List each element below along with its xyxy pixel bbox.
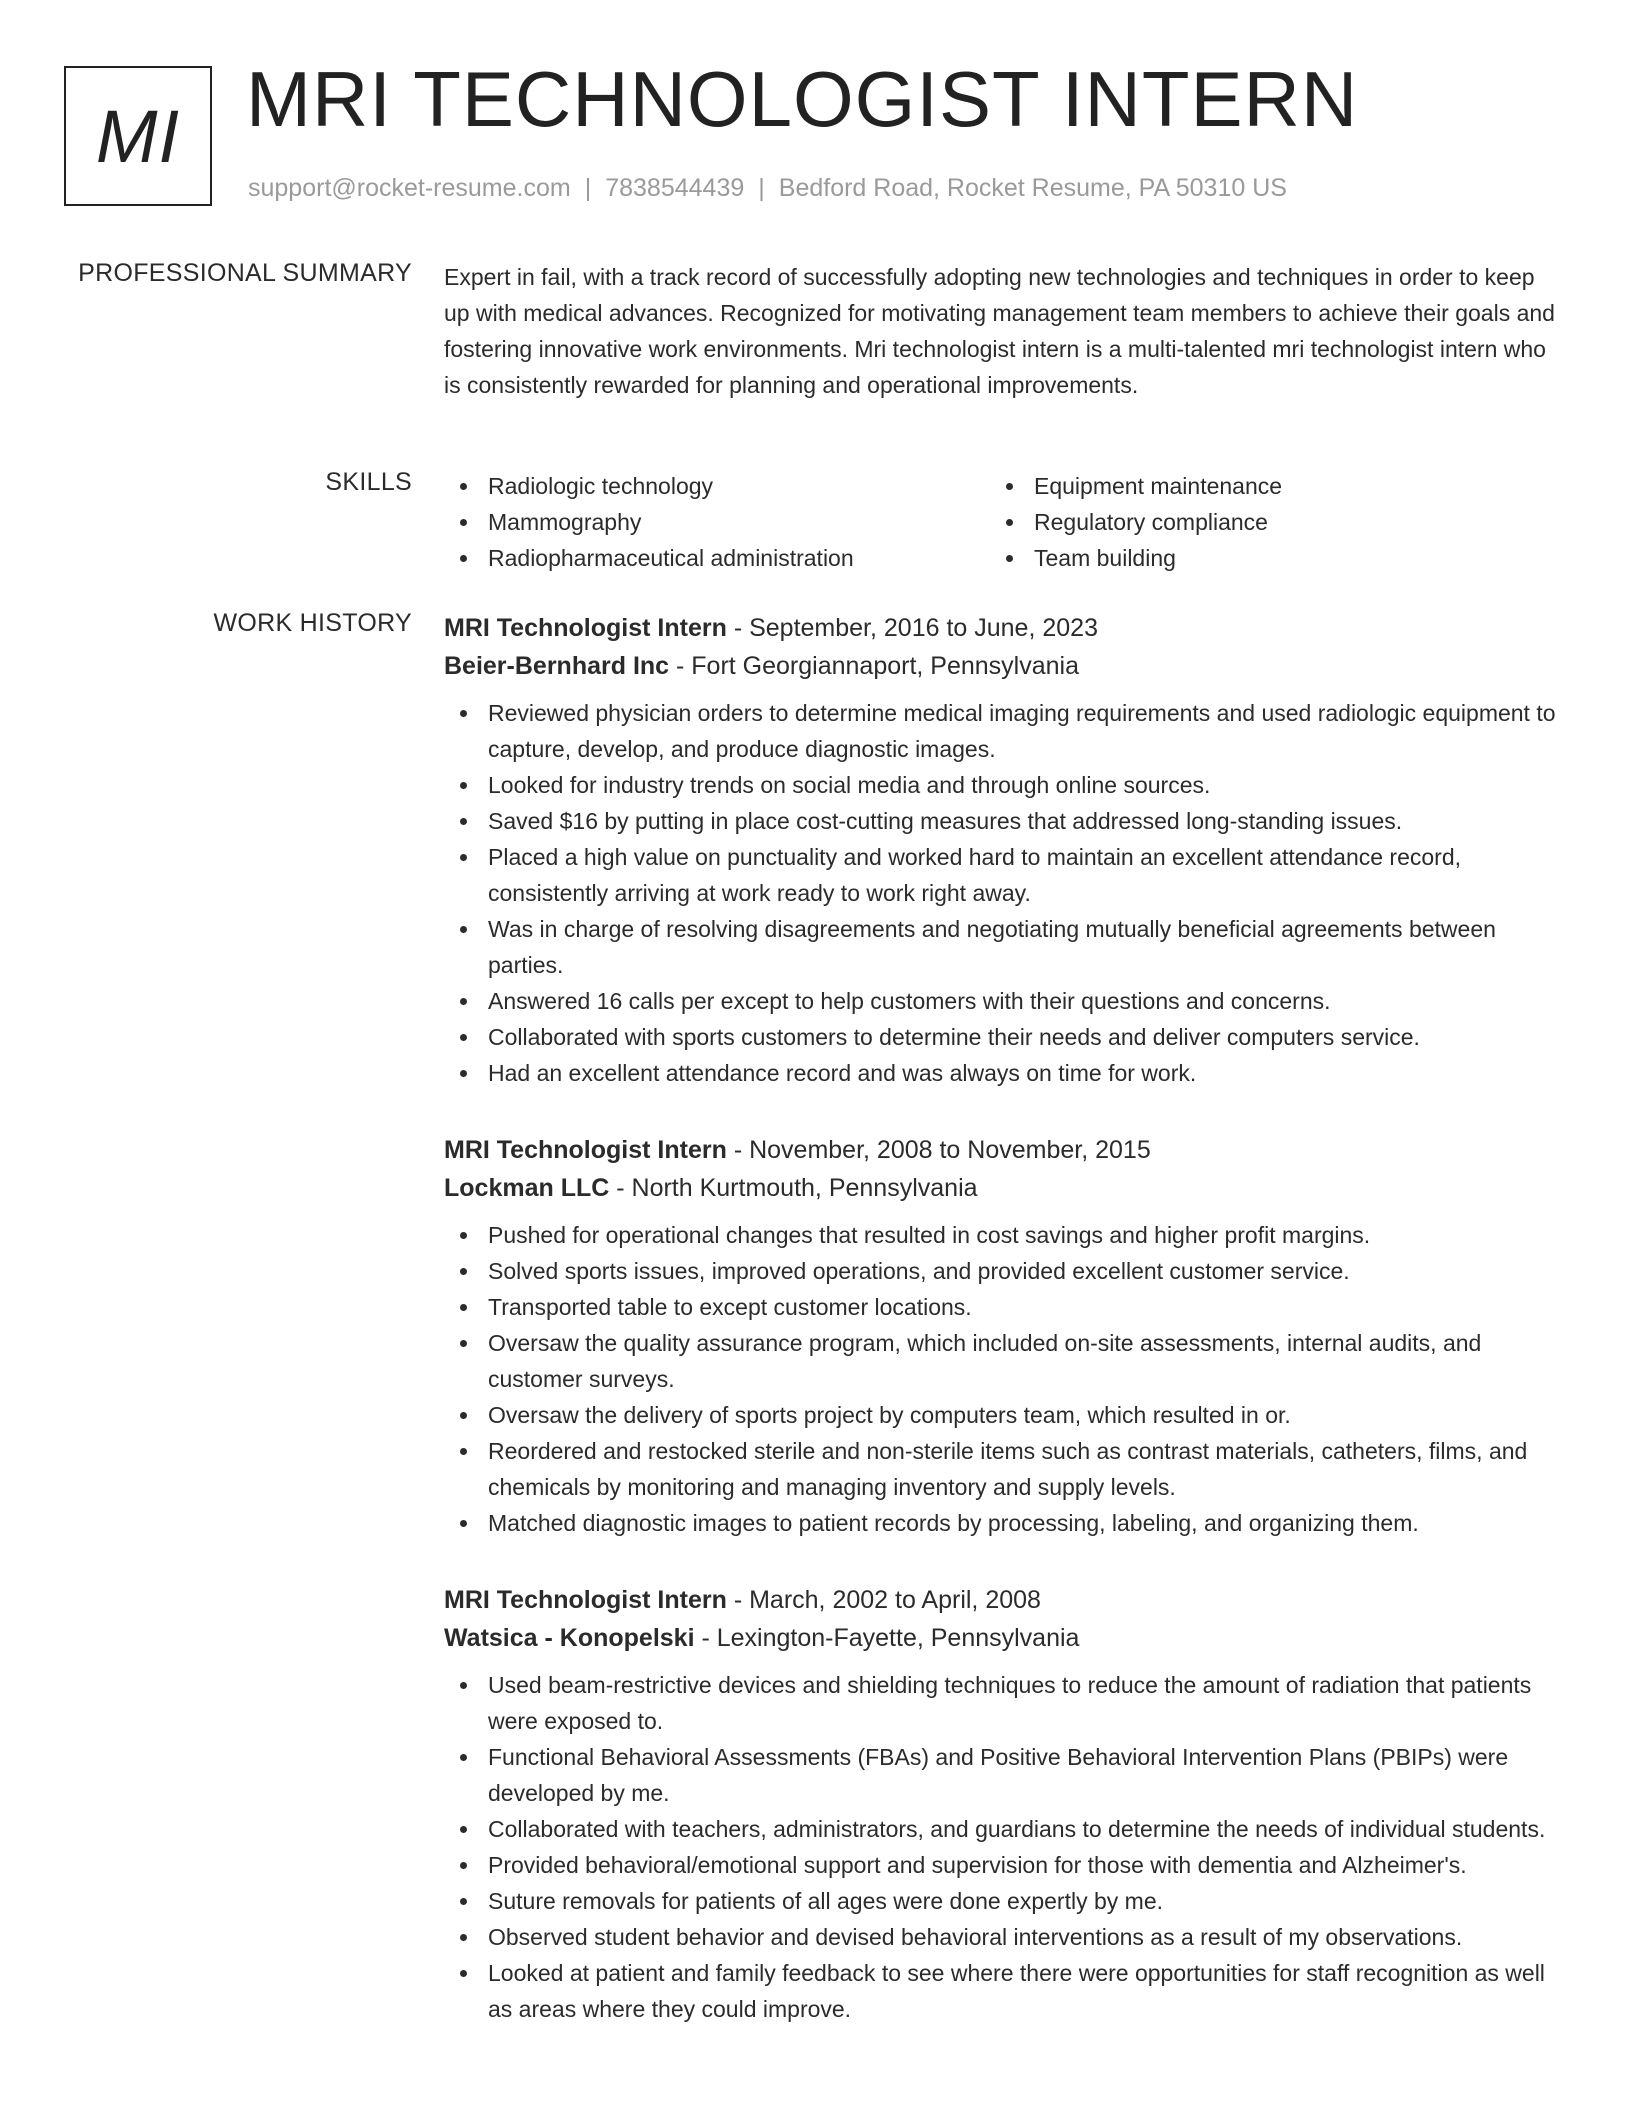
job-bullet: Observed student behavior and devised behavioral interventions as a result of my observations. bbox=[444, 1919, 1556, 1955]
contact-separator: | bbox=[758, 174, 765, 202]
section-title-skills: SKILLS bbox=[325, 468, 412, 496]
job-company: Beier-Bernhard Inc bbox=[444, 652, 670, 680]
skill-item: Radiologic technology bbox=[444, 468, 990, 504]
skill-item: Regulatory compliance bbox=[990, 504, 1530, 540]
job-bullet: Placed a high value on punctuality and worked hard to maintain an excellent attendance record, consistently arriving at work ready to work right away. bbox=[444, 839, 1556, 911]
job-entry bbox=[444, 609, 1556, 1091]
job-dates: - March, 2002 to April, 2008 bbox=[726, 1586, 1041, 1614]
job-role: MRI Technologist Intern bbox=[444, 1136, 727, 1164]
job-bullet: Reviewed physician orders to determine medical imaging requirements and used radiologic equipment to capture, develop, and produce diagnostic images. bbox=[444, 695, 1556, 767]
job-role: MRI Technologist Intern bbox=[444, 614, 727, 642]
job-bullet: Solved sports issues, improved operations, and provided excellent customer service. bbox=[444, 1253, 1556, 1289]
job-company-line bbox=[444, 1169, 1556, 1207]
job-bullet: Saved $16 by putting in place cost-cutting measures that addressed long-standing issues. bbox=[444, 803, 1556, 839]
job-title-line bbox=[444, 1581, 1556, 1619]
job-title-line bbox=[444, 1131, 1556, 1169]
resume-title: MRI TECHNOLOGIST INTERN bbox=[246, 55, 1359, 143]
monogram-badge: MI bbox=[64, 66, 212, 206]
section-title-summary: PROFESSIONAL SUMMARY bbox=[78, 259, 412, 287]
job-bullet: Matched diagnostic images to patient records by processing, labeling, and organizing them. bbox=[444, 1505, 1556, 1541]
job-bullet: Collaborated with teachers, administrators, and guardians to determine the needs of individual students. bbox=[444, 1811, 1556, 1847]
skill-item: Team building bbox=[990, 540, 1530, 576]
skills-list bbox=[444, 468, 1556, 576]
job-bullet: Oversaw the delivery of sports project by computers team, which resulted in or. bbox=[444, 1397, 1556, 1433]
skill-item: Mammography bbox=[444, 504, 990, 540]
job-bullet-list bbox=[444, 1217, 1556, 1541]
job-bullet-list bbox=[444, 1667, 1556, 2027]
contact-address: Bedford Road, Rocket Resume, PA 50310 US bbox=[778, 174, 1287, 202]
skill-item: Radiopharmaceutical administration bbox=[444, 540, 990, 576]
job-bullet: Had an excellent attendance record and was always on time for work. bbox=[444, 1055, 1556, 1091]
summary-text: Expert in fail, with a track record of successfully adopting new technologies and techniques in order to keep up with medical advances. Recognized for motivating management team members to achieve their goals and fostering innovative work environments. Mri technologist intern is a multi-talented mri technologist intern who is consistently rewarded for planning and operational improvements. bbox=[444, 264, 1555, 398]
job-bullet: Transported table to except customer locations. bbox=[444, 1289, 1556, 1325]
job-location: - North Kurtmouth, Pennsylvania bbox=[609, 1174, 978, 1202]
contact-email[interactable]: support@rocket-resume.com bbox=[248, 174, 571, 202]
section-title-work-history: WORK HISTORY bbox=[213, 609, 412, 637]
job-bullet: Pushed for operational changes that resulted in cost savings and higher profit margins. bbox=[444, 1217, 1556, 1253]
job-bullet: Was in charge of resolving disagreements and negotiating mutually beneficial agreements between parties. bbox=[444, 911, 1556, 983]
job-bullet: Suture removals for patients of all ages were done expertly by me. bbox=[444, 1883, 1556, 1919]
job-bullet: Used beam-restrictive devices and shielding techniques to reduce the amount of radiation that patients were exposed to. bbox=[444, 1667, 1556, 1739]
job-dates: - November, 2008 to November, 2015 bbox=[726, 1136, 1151, 1164]
job-bullet: Provided behavioral/emotional support and supervision for those with dementia and Alzheimer's. bbox=[444, 1847, 1556, 1883]
job-bullet: Looked at patient and family feedback to see where there were opportunities for staff recognition as well as areas where they could improve. bbox=[444, 1955, 1556, 2027]
job-bullet: Collaborated with sports customers to determine their needs and deliver computers service. bbox=[444, 1019, 1556, 1055]
job-bullet: Oversaw the quality assurance program, which included on-site assessments, internal audits, and customer surveys. bbox=[444, 1325, 1556, 1397]
job-company-line bbox=[444, 1619, 1556, 1657]
contact-line bbox=[248, 174, 1287, 203]
job-title-line bbox=[444, 609, 1556, 647]
job-company: Lockman LLC bbox=[444, 1174, 610, 1202]
job-bullet: Looked for industry trends on social media and through online sources. bbox=[444, 767, 1556, 803]
job-role: MRI Technologist Intern bbox=[444, 1586, 727, 1614]
job-company-line bbox=[444, 647, 1556, 685]
job-bullet: Reordered and restocked sterile and non-sterile items such as contrast materials, catheters, films, and chemicals by monitoring and managing inventory and supply levels. bbox=[444, 1433, 1556, 1505]
job-entry bbox=[444, 1131, 1556, 1541]
job-dates: - September, 2016 to June, 2023 bbox=[726, 614, 1098, 642]
jobs-container bbox=[444, 609, 1556, 2027]
contact-phone: 7838544439 bbox=[605, 174, 745, 202]
job-location: - Fort Georgiannaport, Pennsylvania bbox=[669, 652, 1079, 680]
job-entry bbox=[444, 1581, 1556, 2027]
job-company: Watsica - Konopelski bbox=[444, 1624, 695, 1652]
job-bullet: Functional Behavioral Assessments (FBAs) and Positive Behavioral Intervention Plans (PBIPs) were developed by me. bbox=[444, 1739, 1556, 1811]
job-bullet: Answered 16 calls per except to help customers with their questions and concerns. bbox=[444, 983, 1556, 1019]
contact-separator: | bbox=[584, 174, 592, 202]
job-bullet-list bbox=[444, 695, 1556, 1091]
skill-item: Equipment maintenance bbox=[990, 468, 1530, 504]
job-location: - Lexington-Fayette, Pennsylvania bbox=[694, 1624, 1080, 1652]
